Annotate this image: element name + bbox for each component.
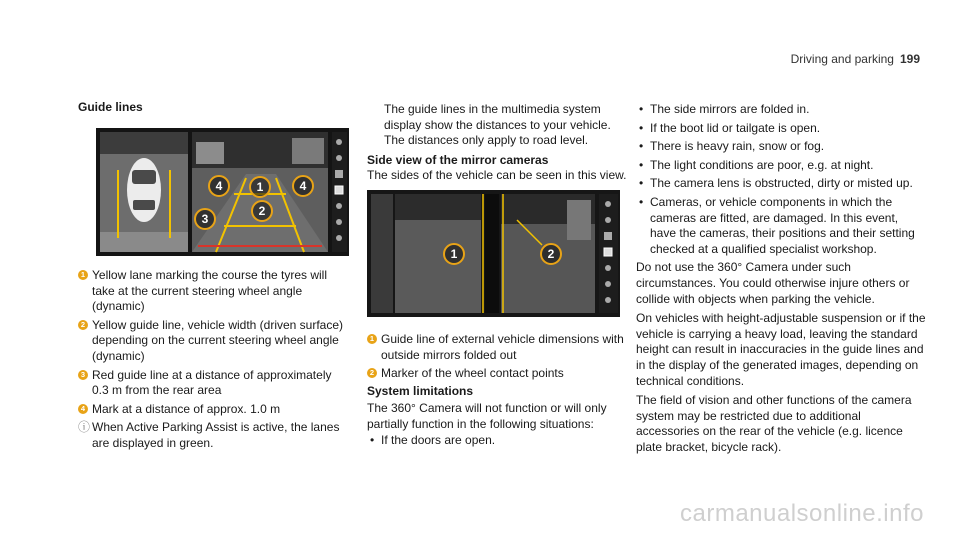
legend-item: 4 Mark at a distance of approx. 1.0 m	[78, 402, 350, 418]
list-item: • If the doors are open.	[370, 433, 496, 447]
paragraph: Do not use the 360° Camera under such circumstances. You could otherwise injure others or collide with objects when parking the vehicle.	[636, 260, 910, 306]
side-view-heading: Side view of the mirror cameras	[367, 153, 549, 167]
info-icon: ⓘ	[78, 420, 91, 435]
guide-lines-figure	[96, 128, 349, 256]
figure-callout-4b: 4	[292, 175, 314, 197]
legend-item: 2 Marker of the wheel contact points	[367, 366, 629, 382]
figure-callout-1: 1	[443, 243, 465, 265]
figure-callout-2: 2	[540, 243, 562, 265]
list-item: • There is heavy rain, snow or fog.	[639, 139, 825, 154]
paragraph: The field of vision and other functions of the camera system may be restricted due to additional accessories on the rear of the vehicle (e.g. licence plate bracket, bicycle rack).	[636, 393, 912, 454]
side-view-text: The sides of the vehicle can be seen in this view.	[367, 168, 627, 182]
page-header	[791, 52, 920, 66]
legend-item: 2 Yellow guide line, vehicle width (driven surface) depending on the current steering wheel angle (dynamic)	[78, 318, 350, 365]
list-item: • The camera lens is obstructed, dirty or misted up.	[639, 176, 913, 191]
section-title: Driving and parking	[790, 52, 894, 66]
side-view-figure	[367, 190, 620, 317]
side-view-camera-image	[367, 190, 620, 317]
legend-item: 1 Yellow lane marking the course the tyres will take at the current steering wheel angle (dynamic)	[78, 268, 350, 315]
legend-item: 3 Red guide line at a distance of approximately 0.3 m from the rear area	[78, 368, 350, 399]
side-view-legend	[367, 332, 629, 385]
figure-callout-1: 1	[249, 176, 271, 198]
figure-callout-2: 2	[251, 200, 273, 222]
guide-lines-legend	[78, 268, 350, 452]
limitations-list	[636, 102, 926, 459]
legend-item: 1 Guide line of external vehicle dimensions with outside mirrors folded out	[367, 332, 629, 363]
figure-callout-4a: 4	[208, 175, 230, 197]
list-item: • The side mirrors are folded in.	[639, 102, 810, 116]
info-note: ⓘ When Active Parking Assist is active, the lanes are displayed in green.	[78, 420, 340, 450]
watermark: carmanualsonline.info	[680, 500, 924, 527]
limitations-list-start	[367, 433, 629, 452]
guide-lines-distance-text: The guide lines in the multimedia system display show the distances to your vehicle. The distances only apply to road level.	[384, 102, 611, 148]
system-limitations-heading: System limitations	[367, 384, 474, 398]
list-item: • Cameras, or vehicle components in which the cameras are fitted, are damaged. In this event, have the cameras, their positions and their setting checked at a qualified specialist workshop.	[639, 194, 915, 256]
page-number: 199	[899, 52, 920, 66]
list-item: • The light conditions are poor, e.g. at night.	[639, 157, 874, 172]
figure-callout-3: 3	[194, 208, 216, 230]
guide-lines-heading: Guide lines	[78, 100, 143, 114]
system-limitations-text: The 360° Camera will not function or will only partially function in the following situations:	[367, 401, 607, 431]
list-item: • If the boot lid or tailgate is open.	[639, 120, 821, 135]
paragraph: On vehicles with height-adjustable suspension or if the vehicle is carrying a heavy load, leaving the standard height can result in inaccuracies in the guide lines and in the display of the generated images, depending on technical conditions.	[636, 311, 926, 388]
car-top-view	[127, 158, 161, 222]
